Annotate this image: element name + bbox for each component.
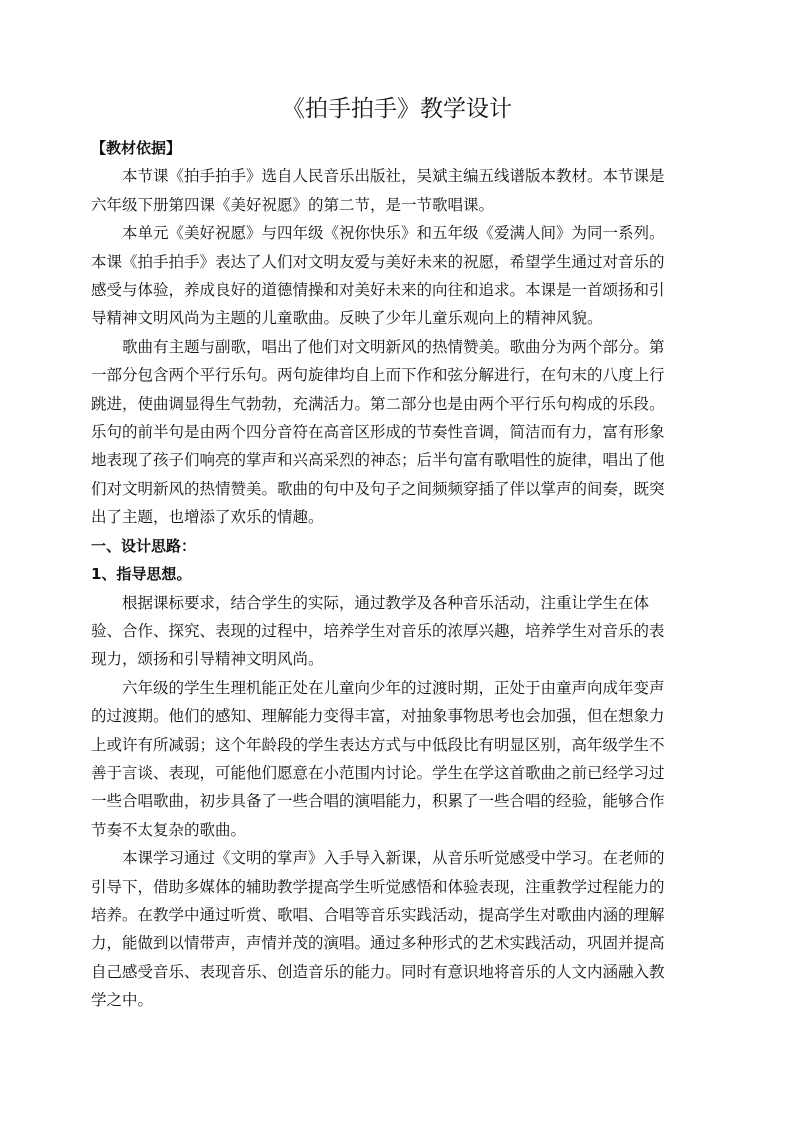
subsection-heading-guiding: 1、指导思想。: [91, 565, 192, 584]
paragraph-1: [91, 162, 707, 219]
paragraph-1-line: 本节课《拍手拍手》选自人民音乐出版社，吴斌主编五线谱版本教材。本节课是: [122, 167, 665, 186]
paragraph-6-line: 力，能做到以情带声，声情并茂的演唱。通过多种形式的艺术实践活动，巩固并提高: [91, 934, 665, 953]
paragraph-6-line: 本课学习通过《文明的掌声》入手导入新课，从音乐听觉感受中学习。在老师的: [122, 849, 665, 868]
paragraph-5-line: 的过渡期。他们的感知、理解能力变得丰富，对抽象事物思考也会加强，但在想象力: [91, 707, 665, 726]
paragraph-3-line: 出了主题，也增添了欢乐的情趣。: [91, 508, 324, 527]
paragraph-1-line: 六年级下册第四课《美好祝愿》的第二节，是一节歌唱课。: [91, 195, 495, 214]
paragraph-6-line: 自己感受音乐、表现音乐、创造音乐的能力。同时有意识地将音乐的人文内涵融入教: [91, 962, 665, 981]
document-body: [91, 134, 707, 1015]
paragraph-3-line: 乐句的前半句是由两个四分音符在高音区形成的节奏性音调，简洁而有力，富有形象: [91, 423, 665, 442]
paragraph-3-line: 一部分包含两个平行乐句。两句旋律均自上而下作和弦分解进行，在句末的八度上行: [91, 366, 665, 385]
paragraph-4-line: 根据课标要求，结合学生的实际，通过教学及各种音乐活动，注重让学生在体: [122, 593, 650, 612]
paragraph-5-line: 上或许有所减弱；这个年龄段的学生表达方式与中低段比有明显区别，高年级学生不: [91, 735, 665, 754]
paragraph-3-line: 歌曲有主题与副歌，唱出了他们对文明新风的热情赞美。歌曲分为两个部分。第: [122, 337, 665, 356]
paragraph-3-line: 跳进，使曲调显得生气勃勃，充满活力。第二部分也是由两个平行乐句构成的乐段。: [91, 394, 665, 413]
paragraph-2-line: 本单元《美好祝愿》与四年级《祝你快乐》和五年级《爱满人间》为同一系列。: [122, 224, 665, 243]
paragraph-6: [91, 844, 707, 1014]
paragraph-5-line: 六年级的学生生理机能正处在儿童向少年的过渡时期，正处于由童声向成年变声: [122, 678, 665, 697]
paragraph-5-line: 一些合唱歌曲，初步具备了一些合唱的演唱能力，积累了一些合唱的经验，能够合作: [91, 792, 665, 811]
paragraph-5-line: 节奏不太复杂的歌曲。: [91, 820, 247, 839]
document-title: 《拍手拍手》教学设计: [282, 96, 512, 122]
paragraph-2: [91, 219, 707, 333]
section-heading-basis: 【教材依据】: [91, 139, 182, 157]
paragraph-2-line: 感受与体验，养成良好的道德情操和对美好未来的向往和追求。本课是一首颂扬和引: [91, 281, 665, 300]
section-heading-design: 一、设计思路：: [91, 536, 197, 555]
paragraph-3: [91, 333, 707, 532]
paragraph-5-line: 善于言谈、表现，可能他们愿意在小范围内讨论。学生在学这首歌曲之前已经学习过: [91, 763, 665, 782]
paragraph-4-line: 现力，颂扬和引导精神文明风尚。: [91, 650, 324, 669]
paragraph-4: [91, 589, 707, 674]
paragraph-6-line: 培养。在教学中通过听赏、歌唱、合唱等音乐实践活动，提高学生对歌曲内涵的理解: [91, 905, 665, 924]
paragraph-2-line: 本课《拍手拍手》表达了人们对文明友爱与美好未来的祝愿，希望学生通过对音乐的: [91, 252, 665, 271]
paragraph-6-line: 引导下，借助多媒体的辅助教学提高学生听觉感悟和体验表现，注重教学过程能力的: [91, 877, 665, 896]
paragraph-3-line: 们对文明新风的热情赞美。歌曲的句中及句子之间频频穿插了伴以掌声的间奏，既突: [91, 479, 665, 498]
paragraph-4-line: 验、合作、探究、表现的过程中，培养学生对音乐的浓厚兴趣，培养学生对音乐的表: [91, 621, 665, 640]
paragraph-3-line: 地表现了孩子们响亮的掌声和兴高采烈的神态；后半句富有歌唱性的旋律，唱出了他: [91, 451, 665, 470]
paragraph-5: [91, 674, 707, 844]
paragraph-2-line: 导精神文明风尚为主题的儿童歌曲。反映了少年儿童乐观向上的精神风貌。: [91, 309, 603, 328]
paragraph-6-line: 学之中。: [91, 991, 154, 1010]
